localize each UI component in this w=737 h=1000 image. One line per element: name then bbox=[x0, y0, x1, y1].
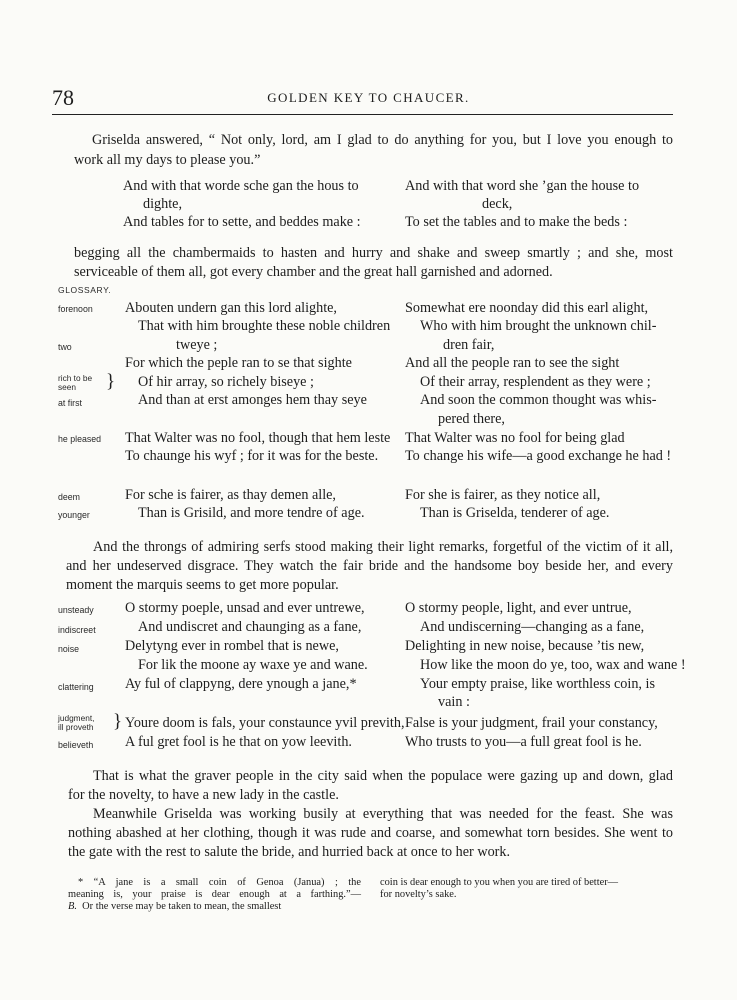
verse2-mod-line-7: pered there, bbox=[438, 411, 505, 427]
verse3-mod-line-1: For she is fairer, as they notice all, bbox=[405, 487, 601, 503]
gloss-seen: seen bbox=[58, 382, 76, 392]
paragraph-5-line-1: Meanwhile Griselda was working busily at everything that was needed for the feast. She was bbox=[93, 806, 673, 822]
verse2-orig-line-4: For which the peple ran to se that sighte bbox=[125, 355, 352, 371]
verse2-orig-line-8: To chaunge his wyf ; for it was for the beste. bbox=[125, 448, 379, 464]
verse2-mod-line-6: And soon the common thought was whis- bbox=[420, 392, 657, 408]
verse1-mod-line-1: And with that word she ’gan the house to bbox=[405, 178, 640, 194]
verse2-mod-line-1: Somewhat ere noonday did this earl alight, bbox=[405, 300, 649, 316]
gloss-ill-proveth: ill proveth bbox=[58, 722, 94, 732]
footnote-left-line-2: meaning is, your praise is dear enough at a farthing.”— bbox=[68, 889, 361, 900]
gloss-brace: } bbox=[106, 371, 116, 392]
paragraph-5-line-2: nothing abashed at her clothing, though it was rude and coarse, and somewhat torn besides. She went to bbox=[68, 825, 673, 841]
verse4-mod-line-4: How like the moon do ye, too, wax and wane ! bbox=[420, 657, 686, 673]
gloss-younger: younger bbox=[58, 510, 90, 520]
verse2-orig-line-3: tweye ; bbox=[176, 337, 218, 353]
paragraph-3-line-2: and her undeserved disgrace. They watch the fair bride and the handsome boy beside her, and every bbox=[66, 558, 673, 574]
glossary-heading: GLOSSARY. bbox=[58, 285, 112, 295]
gloss-he-pleased: he pleased bbox=[58, 434, 102, 444]
footnote-left-line-1: * “A jane is a small coin of Genoa (Janua) ; the bbox=[78, 877, 361, 888]
verse2-orig-line-2: That with him broughte these noble children bbox=[138, 318, 391, 334]
verse4-orig-line-3: Delytyng ever in rombel that is newe, bbox=[125, 638, 339, 654]
paragraph-2-line-2: serviceable of them all, got every chamber and the great hall garnished and adorned. bbox=[74, 264, 553, 280]
footnote-left-line-3 bbox=[68, 900, 281, 913]
gloss-rich-to-be: rich to be bbox=[58, 373, 93, 383]
verse3-mod-line-2: Than is Griselda, tenderer of age. bbox=[420, 505, 610, 521]
footnote-source-letter: B. bbox=[68, 901, 77, 912]
verse4-orig-line-5: Ay ful of clappyng, dere ynough a jane,* bbox=[125, 676, 357, 692]
running-title: GOLDEN KEY TO CHAUCER. bbox=[267, 90, 470, 105]
gloss-indiscreet: indiscreet bbox=[58, 625, 96, 635]
verse4-orig-line-2: And undiscret and chaunging as a fane, bbox=[138, 619, 362, 635]
paragraph-1-line-2: work all my days to please you.” bbox=[74, 152, 261, 168]
paragraph-2-line-1: begging all the chambermaids to hasten and hurry and shake and sweep smartly ; and she, most bbox=[74, 245, 673, 261]
verse3-orig-line-2: Than is Grisild, and more tendre of age. bbox=[138, 505, 365, 521]
paragraph-4-line-2: for the novelty, to have a new lady in the castle. bbox=[68, 787, 339, 803]
paragraph-4-line-1: That is what the graver people in the city said when the populace were gazing up and down, glad bbox=[93, 768, 673, 784]
gloss-judgment: judgment, bbox=[58, 713, 95, 723]
verse4-mod-line-8: Who trusts to you—a full great fool is he. bbox=[405, 734, 642, 750]
verse4-mod-line-3: Delighting in new noise, because ’tis new, bbox=[405, 638, 645, 654]
footnote-left-line-3-text: Or the verse may be taken to mean, the smallest bbox=[82, 901, 282, 912]
verse4-mod-line-7: False is your judgment, frail your constancy, bbox=[405, 715, 658, 731]
gloss-noise: noise bbox=[58, 644, 80, 654]
paragraph-3-line-3: moment the marquis seems to get more popular. bbox=[66, 577, 339, 593]
verse4-mod-line-5: Your empty praise, like worthless coin, is bbox=[420, 676, 655, 692]
verse4-orig-line-7: A ful gret fool is he that on yow leevith. bbox=[125, 734, 352, 750]
verse4-orig-line-1: O stormy poeple, unsad and ever untrewe, bbox=[125, 600, 365, 616]
verse2-mod-line-3: dren fair, bbox=[443, 337, 495, 353]
verse2-mod-line-8: That Walter was no fool for being glad bbox=[405, 430, 625, 446]
paragraph-5-line-3: the gate with the rest to salute the bride, and hurried back at once to her work. bbox=[68, 844, 511, 860]
gloss-two: two bbox=[58, 342, 72, 352]
verse3-orig-line-1: For sche is fairer, as thay demen alle, bbox=[125, 487, 336, 503]
page-number: 78 bbox=[52, 85, 74, 110]
verse4-mod-line-2: And undiscerning—changing as a fane, bbox=[420, 619, 645, 635]
verse4-orig-line-6: Youre doom is fals, your constaunce yvil previth, bbox=[125, 715, 405, 731]
verse2-orig-line-7: That Walter was no fool, though that hem leste bbox=[125, 430, 391, 446]
verse1-orig-line-3: And tables for to sette, and beddes make : bbox=[123, 214, 361, 230]
gloss-clattering: clattering bbox=[58, 682, 94, 692]
verse1-mod-line-2: deck, bbox=[482, 196, 513, 212]
verse2-mod-line-2: Who with him brought the unknown chil- bbox=[420, 318, 657, 334]
footnote-right-line-2: for novelty’s sake. bbox=[380, 889, 457, 900]
gloss-deem: deem bbox=[58, 492, 81, 502]
verse2-mod-line-9: To change his wife—a good exchange he had ! bbox=[405, 448, 672, 464]
paragraph-3-line-1: And the throngs of admiring serfs stood making their light remarks, forgetful of the victim of it all, bbox=[93, 539, 673, 555]
verse2-orig-line-5: Of hir array, so richely biseye ; bbox=[138, 374, 314, 390]
header-rule bbox=[52, 114, 673, 115]
footnote-right-line-1: coin is dear enough to you when you are tired of better— bbox=[380, 877, 619, 888]
paragraph-1-line-1: Griselda answered, “ Not only, lord, am I glad to do anything for you, but I love you enough to bbox=[92, 132, 673, 148]
verse1-mod-line-3: To set the tables and to make the beds : bbox=[405, 214, 628, 230]
gloss-brace-2: } bbox=[113, 711, 123, 732]
gloss-forenoon: forenoon bbox=[58, 304, 93, 314]
verse2-mod-line-5: Of their array, resplendent as they were ; bbox=[420, 374, 651, 390]
verse1-orig-line-1: And with that worde sche gan the hous to bbox=[123, 178, 359, 194]
verse1-orig-line-2: dighte, bbox=[143, 196, 183, 212]
verse2-orig-line-1: Abouten undern gan this lord alighte, bbox=[125, 300, 337, 316]
verse2-mod-line-4: And all the people ran to see the sight bbox=[405, 355, 620, 371]
gloss-at-first: at first bbox=[58, 398, 82, 408]
gloss-believeth: believeth bbox=[58, 740, 94, 750]
verse4-mod-line-1: O stormy people, light, and ever untrue, bbox=[405, 600, 632, 616]
verse4-orig-line-4: For lik the moone ay waxe ye and wane. bbox=[138, 657, 368, 673]
gloss-unsteady: unsteady bbox=[58, 605, 94, 615]
verse4-mod-line-6: vain : bbox=[438, 694, 470, 710]
verse2-orig-line-6: And than at erst amonges hem thay seye bbox=[138, 392, 367, 408]
